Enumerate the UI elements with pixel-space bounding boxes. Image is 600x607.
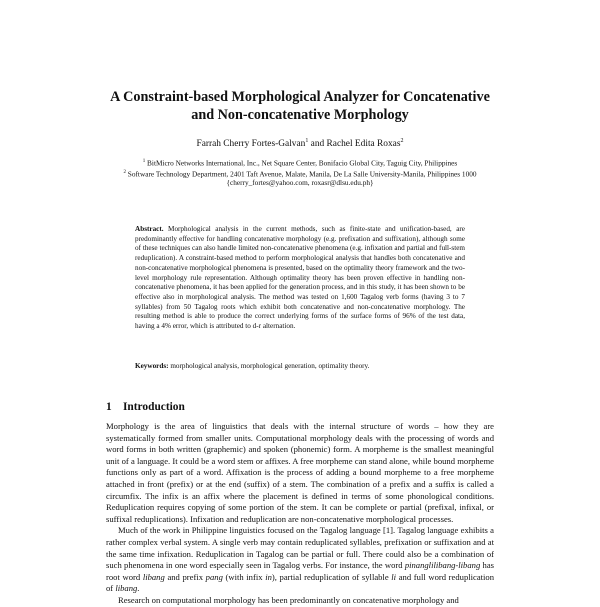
affiliation-2-mark: 2 [123, 169, 126, 175]
author-connector: and [310, 139, 325, 150]
infix-word: in [265, 571, 272, 582]
section-body [106, 421, 494, 607]
prefix-word: pang [205, 571, 223, 582]
author-1: Farrah Cherry Fortes-Galvan [196, 139, 306, 150]
keywords-text: morphological analysis, morphological generation, optimality theory. [170, 362, 370, 370]
author-2: Rachel Edita Roxas [326, 139, 401, 150]
abstract [135, 225, 465, 332]
paper-title: A Constraint-based Morphological Analyzer for Concatenative and Non-concatenative Morphology [110, 89, 490, 123]
example-word: pinanglilibang-libang [404, 560, 481, 571]
paragraph-2 [106, 525, 494, 595]
full-reduplication-word: libang [115, 583, 138, 594]
author-emails: {cherry_fortes@yahoo.com, roxasr@dlsu.edu.ph} [226, 178, 374, 188]
author-line [100, 138, 500, 149]
para2-text-d: (with infix [225, 571, 263, 582]
para2-text-a: Much of the work in Philippine linguistics focused on the Tagalog language [1]. Tagalog language exhibits a rather complex verbal system. A single verb may contain reduplicated syllables, prefixation or suffixation and at the same time infixation. Reduplication in Tagalog can be partial or full. There could also be a combination of such phenomena in one word especially seen in Tagalog verbs. For instance, the word [106, 525, 494, 571]
abstract-text: Morphological analysis in the current methods, such as finite-state and unification-based, are predominantly effective for handling concatenative morphology (e.g. prefixation and suffixation), although some of these techniques can also handle limited non-concatenative phenomena (e.g. infixation and partial and full-stem reduplication). A constraint-based method to perform morphological analysis that handles both concatenative and non-concatenative morphological phenomena is presented, based on the optimality theory framework and the two-level morphology rule representation. Although optimality theory has been proven effective in handling non-concatenative phenomena, it has been applied for the generation process, and in this study, it has been shown to be effective also in morphological analysis. The method was tested on 1,600 Tagalog verb forms (having 3 to 7 syllables) from 50 Tagalog roots which exhibit both concatenative and non-concatenative morphology. The resulting method is able to produce the correct underlying forms of the surface forms of 96% of the test data, having a 4% error, which is attributed to d-r alternation. [135, 225, 465, 331]
para2-text-e: ), partial reduplication of syllable [271, 571, 389, 582]
syllable-word: li [391, 571, 397, 582]
paragraph-3: Research on computational morphology has been predominantly on concatenative morphology and [118, 594, 459, 605]
affiliation-2 [112, 168, 488, 179]
author-1-affil-mark: 1 [305, 138, 309, 144]
abstract-label: Abstract. [135, 225, 164, 233]
para2-text-f: and full word reduplication of [106, 571, 495, 594]
affiliation-1-mark: 1 [142, 159, 146, 164]
para2-text-c: and prefix [167, 571, 204, 582]
affiliations [112, 157, 488, 188]
section-number: 1 [106, 401, 112, 413]
keywords-label: Keywords: [135, 362, 169, 370]
affiliation-1-text: BitMicro Networks International, Inc., Net Square Center, Bonifacio Global City, Taguig City, Philippines [147, 158, 458, 168]
root-word: libang [142, 571, 165, 582]
keywords [135, 362, 465, 372]
section-heading [106, 401, 185, 413]
para2-text-b: has root word [106, 560, 494, 582]
affiliation-1 [112, 157, 488, 168]
author-2-affil-mark: 2 [400, 138, 404, 144]
para2-text-g: . [137, 583, 140, 594]
affiliation-2-text: Software Technology Department, 2401 Taft Avenue, Malate, Manila, De La Salle University-Manila, Philippines 1000 [127, 169, 477, 179]
section-title: Introduction [123, 401, 185, 413]
paragraph-1: Morphology is the area of linguistics that deals with the internal structure of words – how they are systematically formed from smaller units. Computational morphology deals with the processing of words and word forms in both written (graphemic) and spoken (phonemic) form. A morpheme is the smallest meaningful unit of a language. It could be a word stem or affixes. A free morpheme can stand alone, while bound morpheme functions only as part of a word. Affixation is the process of adding a bound morpheme to a free morpheme attached in front (prefix) or at the end (suffix) of a stem. The combination of a prefix and a suffix is called a circumfix. The infix is an affix where the placement is defined in terms of some phonological conditions. Reduplication requires copying of some portion of the stem. It can be complete or partial (prefixal, infixal, or suffixal reduplications). Infixation and reduplication are non-concatenative morphological processes. [106, 421, 494, 524]
